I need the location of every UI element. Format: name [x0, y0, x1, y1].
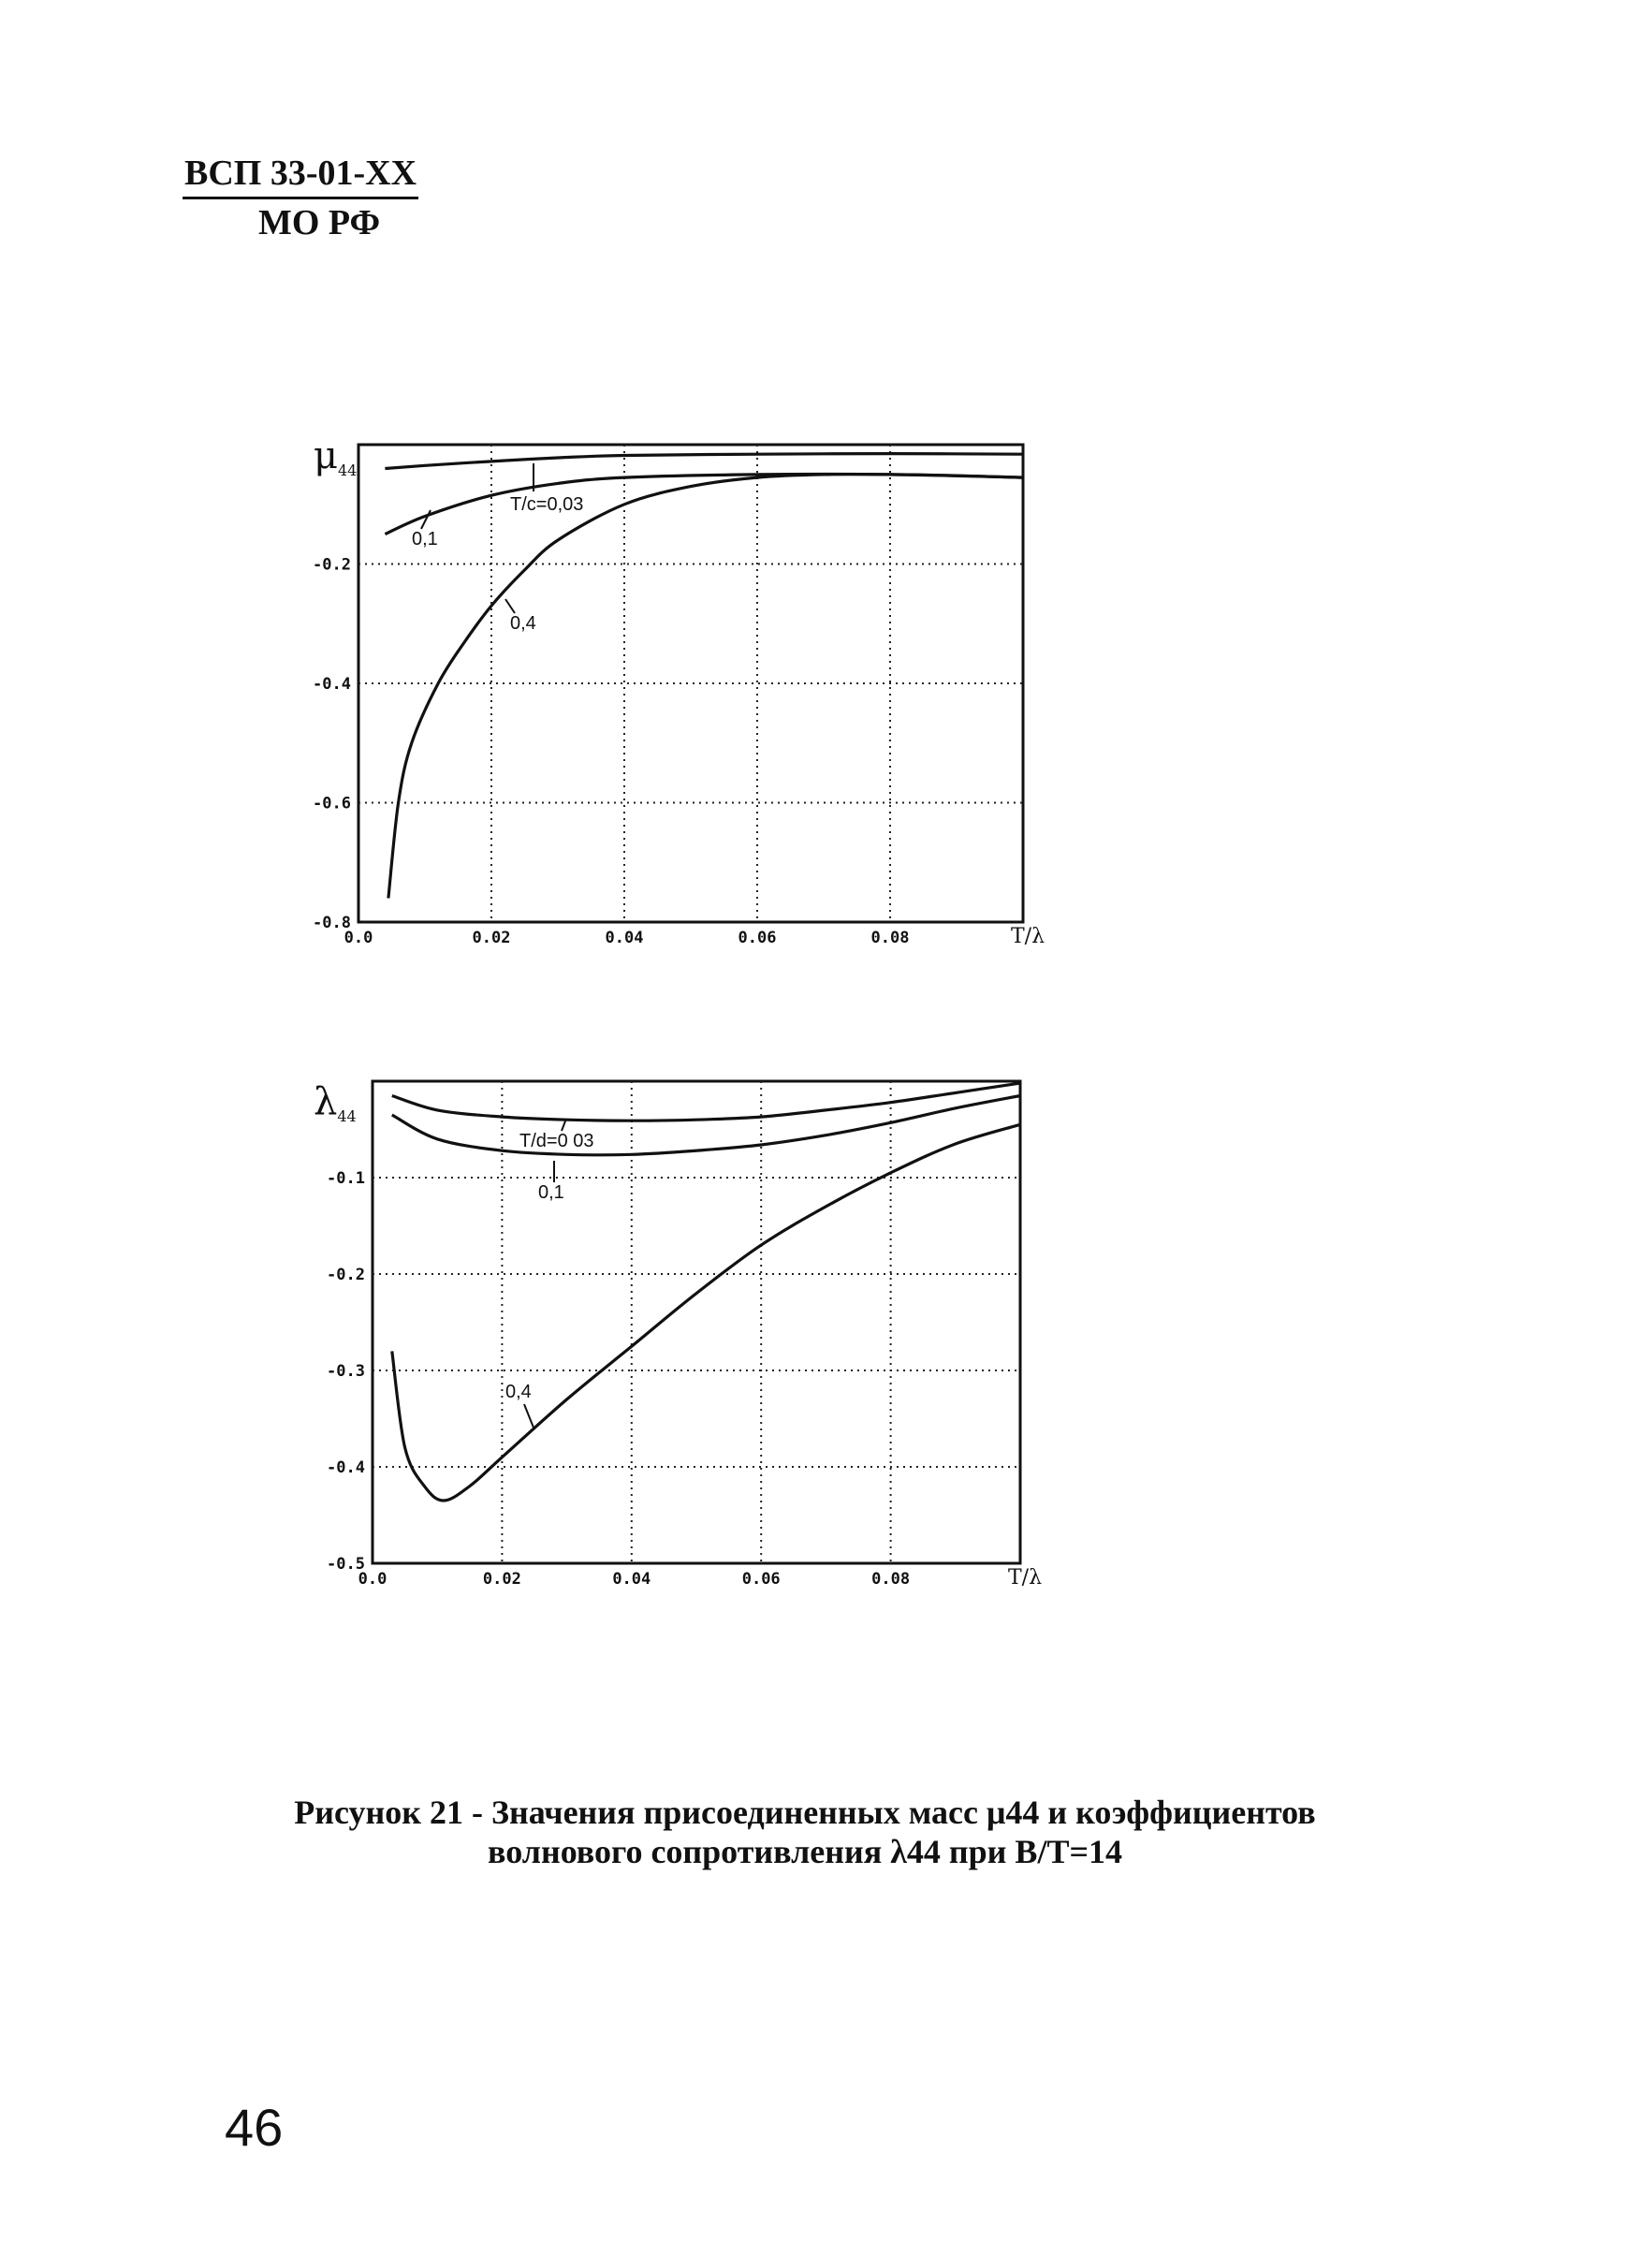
- y-tick-label: -0.2: [313, 555, 351, 575]
- curve-annotation: 0,4: [505, 1382, 532, 1402]
- y-tick-label: -0.6: [313, 794, 351, 813]
- y-tick-label: -0.4: [313, 675, 351, 694]
- y-tick-label: -0.3: [327, 1362, 365, 1381]
- grid-lines: [373, 1081, 1020, 1563]
- x-tick-label: 0.08: [871, 1570, 911, 1589]
- caption-line-2: волнового сопротивления λ44 при B/T=14: [488, 1833, 1122, 1870]
- y-axis-label: $\lambda_{44}$: [314, 1080, 357, 1125]
- x-tick-label: 0.02: [482, 1570, 521, 1589]
- curve-annotation: 0,4: [510, 613, 536, 634]
- x-tick-label: 0.0: [358, 1570, 387, 1589]
- series-line-2: [392, 1096, 1020, 1155]
- x-axis-label: T/λ: [1007, 1566, 1043, 1589]
- x-tick-label: 0.06: [738, 929, 777, 947]
- x-tick-label: 0.04: [605, 929, 644, 947]
- series-line-3: [392, 1124, 1020, 1501]
- x-tick-label: 0.08: [870, 929, 910, 947]
- curve-annotation: 0,1: [412, 529, 438, 549]
- caption-line-1: Рисунок 21 - Значения присоединенных масс μ44 и коэффициентов: [294, 1794, 1316, 1831]
- x-tick-label: 0.06: [741, 1570, 781, 1589]
- y-tick-label: -0.2: [327, 1266, 365, 1284]
- page-number: 46: [225, 2098, 284, 2157]
- y-tick-label: -0.8: [313, 914, 351, 932]
- annotation-leader: [524, 1404, 534, 1428]
- figure-caption: [140, 1793, 1469, 1871]
- y-axis-label: $\mu_{44}$: [314, 434, 358, 479]
- doc-org: МО РФ: [257, 203, 381, 242]
- x-tick-label: 0.02: [472, 929, 511, 947]
- x-tick-label: 0.04: [612, 1570, 651, 1589]
- curve-annotation: T/c=0,03: [510, 494, 584, 515]
- y-tick-label: -0.4: [327, 1458, 365, 1477]
- x-axis-label: T/λ: [1010, 925, 1045, 948]
- plot-frame: [373, 1081, 1020, 1563]
- y-tick-label: -0.5: [327, 1555, 365, 1574]
- curve-annotation: T/d=0 03: [519, 1131, 594, 1151]
- curve-annotation: 0,1: [538, 1182, 564, 1203]
- x-tick-label: 0.0: [344, 929, 373, 947]
- y-tick-label: -0.1: [327, 1169, 365, 1188]
- doc-code: ВСП 33-01-ХХ: [183, 150, 418, 199]
